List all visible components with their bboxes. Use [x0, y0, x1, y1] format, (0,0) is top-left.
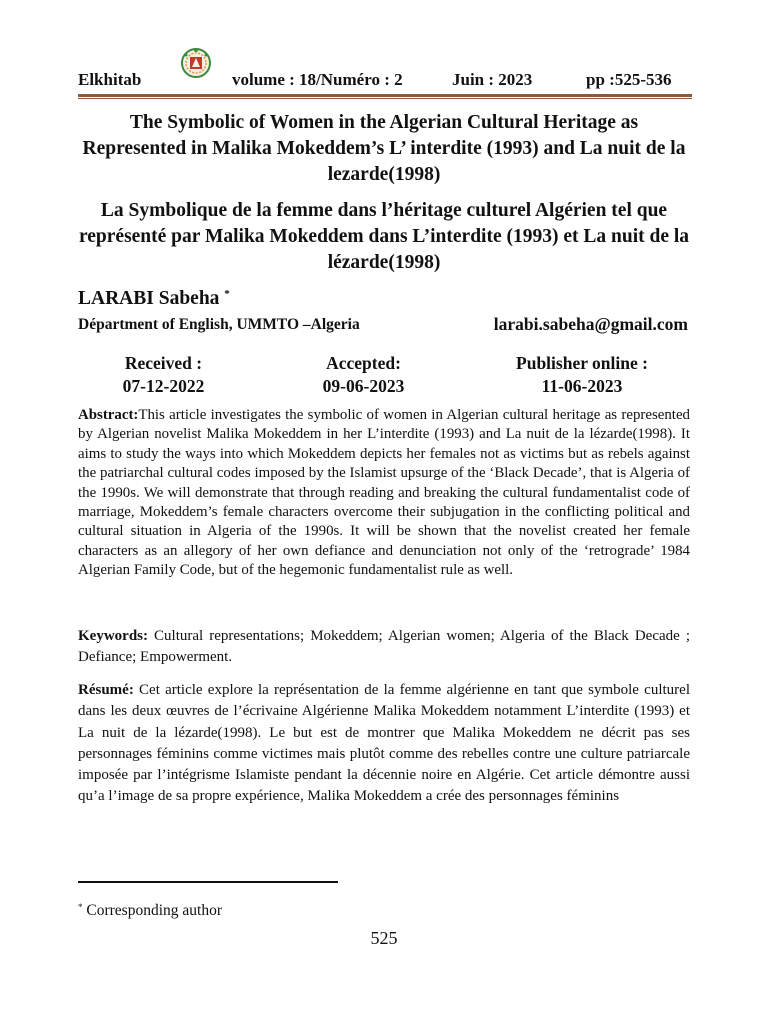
- journal-logo-icon: [180, 46, 212, 80]
- publication-dates: [78, 352, 690, 400]
- online-label: Publisher online :: [516, 353, 648, 373]
- online-value: 11-06-2023: [541, 376, 623, 396]
- keywords-label: Keywords:: [78, 628, 148, 644]
- issue-date: Juin : 2023: [452, 70, 533, 89]
- footnote: [78, 902, 222, 920]
- title-french: La Symbolique de la femme dans l’héritage culturel Algérien tel que représenté par Malika Mokeddem dans L’interdite (1993) et La nuit de la lézarde(1998): [78, 200, 690, 273]
- page-number: 525: [370, 928, 398, 948]
- keywords-text: Cultural representations; Mokeddem; Algerian women; Algeria of the Black Decade ; Defiance; Empowerment.: [78, 628, 690, 665]
- author-affiliation: Départment of English, UMMTO –Algeria: [78, 316, 360, 333]
- author-footnote-mark: *: [224, 288, 230, 300]
- received-date: [96, 352, 231, 398]
- abstract-text: This article investigates the symbolic of women in Algerian cultural heritage as represented by Algerian novelist Malika Mokeddem in her L’interdite (1993) and La nuit de la lézarde(1998). It aims to study the ways into which Mokeddem depicts her females not as victims but as rebels against the patriarchal cultural codes imposed by the Islamist upsurge of the ‘Black Decade’, that is Algeria of the 1990s. We will demonstrate that through reading and breaking the cultural fundamentalist code of marriage, Mokeddem’s female characters overcome their subjugation in the conflicting political and cultural situation in Algeria of the 1990s. It will be shown that the novelist created her female characters as an allegory of her own defiance and denunciation not only of the ‘retrograde’ 1984 Algerian Family Code, but of the hegemonic fundamentalist rule as well.: [78, 407, 690, 579]
- volume-number: volume : 18/Numéro : 2: [232, 70, 403, 89]
- header-rule: [78, 94, 692, 97]
- resume-paragraph: [78, 680, 690, 808]
- keywords-paragraph: [78, 626, 690, 668]
- abstract-paragraph: [78, 406, 690, 581]
- accepted-value: 09-06-2023: [322, 376, 405, 396]
- accepted-label: Accepted:: [326, 353, 401, 373]
- header-rule-thin: [78, 98, 692, 99]
- title-english: The Symbolic of Women in the Algerian Cultural Heritage as Represented in Malika Mokeddem’s L’ interdite (1993) and La nuit de la lezarde(1998): [82, 112, 686, 185]
- footnote-mark: *: [78, 902, 83, 912]
- received-value: 07-12-2022: [122, 376, 205, 396]
- received-label: Received :: [124, 353, 203, 373]
- resume-text: Cet article explore la représentation de la femme algérienne en tant que symbole culturel dans les deux œuvres de l’écrivaine Algérienne Malika Mokeddem notamment L’interdite (1993) et La nuit de la lézarde(1998). Le but est de montrer que Malika Mokeddem ne décrit pas ses personnages féminins comme victimes mais plutôt comme des rebelles contre une culture patriarcale imposée par l’intégrisme Islamiste pendant la décennie noire en Algérie. Cet article démontre aussi qu’a l’image de sa propre expérience, Malika Mokeddem a crée des personnages féminins: [78, 682, 690, 805]
- author-name: [78, 288, 230, 310]
- footnote-separator: [78, 881, 338, 883]
- journal-name: Elkhitab: [78, 70, 142, 89]
- running-header: [78, 66, 692, 94]
- resume-label: Résumé:: [78, 682, 134, 698]
- footnote-text: Corresponding author: [86, 902, 222, 919]
- page-range: pp :525-536: [586, 70, 672, 89]
- accepted-date: [296, 352, 431, 398]
- author-name-text: LARABI Sabeha: [78, 288, 220, 309]
- author-email: larabi.sabeha@gmail.com: [493, 314, 688, 334]
- abstract-label: Abstract:: [78, 407, 139, 423]
- online-date: [496, 352, 668, 398]
